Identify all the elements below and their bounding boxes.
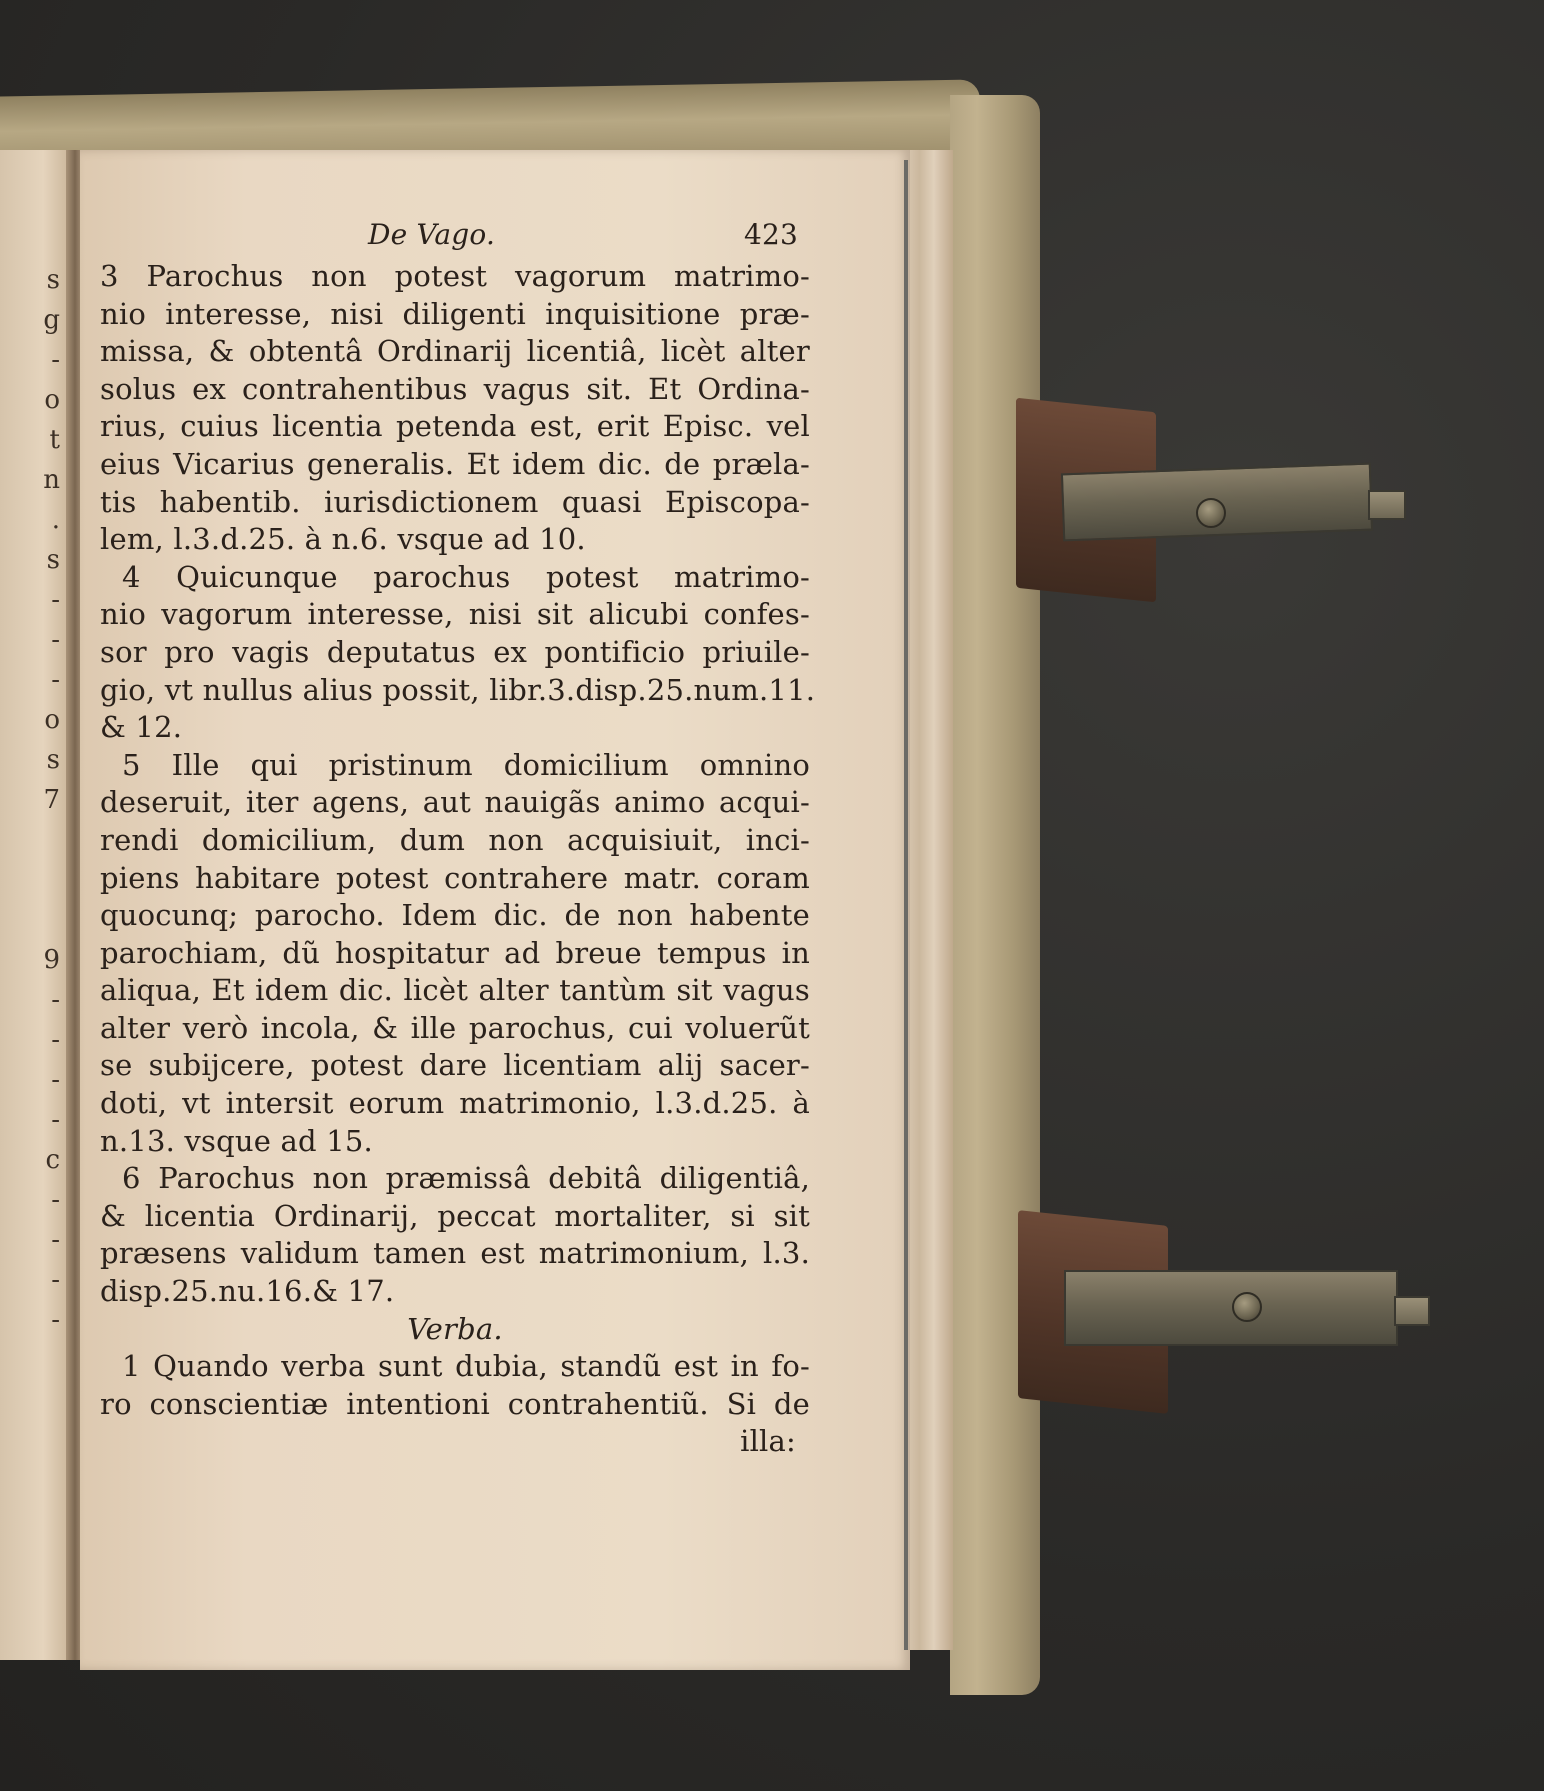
margin-mark: - bbox=[51, 1185, 60, 1215]
text-lines bbox=[100, 258, 816, 1461]
text-line: 6 Parochus non præmissâ debitâ diligentiâ, bbox=[122, 1161, 810, 1196]
section-title: Verba. bbox=[407, 1311, 503, 1346]
margin-mark: s bbox=[46, 745, 60, 775]
margin-mark: - bbox=[51, 345, 60, 375]
text-line: 4 Quicunque parochus potest matrimo- bbox=[122, 559, 810, 594]
page-header bbox=[100, 212, 810, 254]
text-line: se subijcere, potest dare licentiam alij sacer- bbox=[100, 1048, 810, 1083]
margin-mark: - bbox=[51, 1225, 60, 1255]
text-line: gio, vt nullus alius possit, libr.3.disp.25.num.11. bbox=[100, 672, 816, 707]
text-line: disp.25.nu.16.& 17. bbox=[100, 1274, 395, 1309]
text-line: eius Vicarius generalis. Et idem dic. de præla- bbox=[100, 446, 810, 481]
catchword: illa: bbox=[740, 1424, 796, 1459]
text-line: 5 Ille qui pristinum domicilium omnino bbox=[122, 747, 810, 782]
margin-mark bbox=[0, 820, 60, 860]
text-line: doti, vt intersit eorum matrimonio, l.3.d.25. à bbox=[100, 1086, 810, 1121]
margin-mark: o bbox=[44, 705, 60, 735]
lower-clasp-rivet bbox=[1232, 1292, 1262, 1322]
margin-mark: t bbox=[49, 425, 60, 455]
text-line: sor pro vagis deputatus ex pontificio priuile- bbox=[100, 634, 810, 669]
text-line: aliqua, Et idem dic. licèt alter tantùm sit vagus bbox=[100, 973, 810, 1008]
margin-mark: 9 bbox=[43, 945, 60, 975]
margin-mark: - bbox=[51, 665, 60, 695]
margin-mark: - bbox=[51, 1305, 60, 1335]
lower-clasp-plate bbox=[1064, 1270, 1398, 1346]
upper-clasp-rivet bbox=[1196, 498, 1226, 528]
text-line: rius, cuius licentia petenda est, erit Episc. vel bbox=[100, 409, 810, 444]
text-line: alter verò incola, & ille parochus, cui voluerũt bbox=[100, 1010, 810, 1045]
text-line: nio vagorum interesse, nisi sit alicubi confes- bbox=[100, 597, 810, 632]
margin-mark: - bbox=[51, 1025, 60, 1055]
text-line: & 12. bbox=[100, 710, 183, 745]
text-line: & licentia Ordinarij, peccat mortaliter, si sit bbox=[100, 1198, 810, 1233]
text-line: nio interesse, nisi diligenti inquisitione præ- bbox=[100, 296, 810, 331]
text-line: missa, & obtentâ Ordinarij licentiâ, licèt alter bbox=[100, 334, 810, 369]
text-line: deseruit, iter agens, aut nauigãs animo acqui- bbox=[100, 785, 810, 820]
text-line: parochiam, dũ hospitatur ad breue tempus in bbox=[100, 935, 810, 970]
page-stack-edge bbox=[905, 150, 953, 1650]
left-page-margin-marks bbox=[0, 260, 60, 1360]
text-line: lem, l.3.d.25. à n.6. vsque ad 10. bbox=[100, 522, 586, 557]
text-line: tis habentib. iurisdictionem quasi Episcopa- bbox=[100, 484, 810, 519]
margin-mark: c bbox=[45, 1145, 60, 1175]
text-line: rendi domicilium, dum non acquisiuit, inci- bbox=[100, 822, 810, 857]
margin-mark: 7 bbox=[43, 785, 60, 815]
text-line: piens habitare potest contrahere matr. coram bbox=[100, 860, 810, 895]
text-line: præsens validum tamen est matrimonium, l.3. bbox=[100, 1236, 810, 1271]
margin-mark: n bbox=[43, 465, 60, 495]
margin-mark: - bbox=[51, 625, 60, 655]
text-line: 3 Parochus non potest vagorum matrimo- bbox=[100, 259, 810, 293]
text-line: ro conscientiæ intentioni contrahentiũ. Si de bbox=[100, 1386, 810, 1421]
margin-mark: g bbox=[43, 305, 60, 335]
text-line: quocunq; parocho. Idem dic. de non habente bbox=[100, 898, 810, 933]
page-edge-shadow bbox=[904, 160, 908, 1650]
running-head: De Vago. bbox=[368, 218, 496, 251]
margin-mark: o bbox=[44, 385, 60, 415]
margin-mark bbox=[0, 860, 60, 900]
page-text bbox=[100, 212, 816, 1461]
margin-mark: - bbox=[51, 585, 60, 615]
upper-clasp-tip bbox=[1368, 490, 1406, 520]
margin-mark: - bbox=[51, 1105, 60, 1135]
margin-mark: s bbox=[46, 545, 60, 575]
page-number: 423 bbox=[743, 218, 798, 251]
margin-mark: - bbox=[51, 1265, 60, 1295]
margin-mark: . bbox=[51, 505, 60, 535]
margin-mark: - bbox=[51, 1065, 60, 1095]
book-cover-edge bbox=[950, 95, 1040, 1695]
margin-mark: - bbox=[51, 985, 60, 1015]
text-line: n.13. vsque ad 15. bbox=[100, 1123, 373, 1158]
margin-mark bbox=[0, 900, 60, 940]
text-line: solus ex contrahentibus vagus sit. Et Ordina- bbox=[100, 371, 810, 406]
margin-mark: s bbox=[46, 265, 60, 295]
lower-clasp-tip bbox=[1394, 1296, 1430, 1326]
text-line: 1 Quando verba sunt dubia, standũ est in fo- bbox=[122, 1349, 810, 1384]
